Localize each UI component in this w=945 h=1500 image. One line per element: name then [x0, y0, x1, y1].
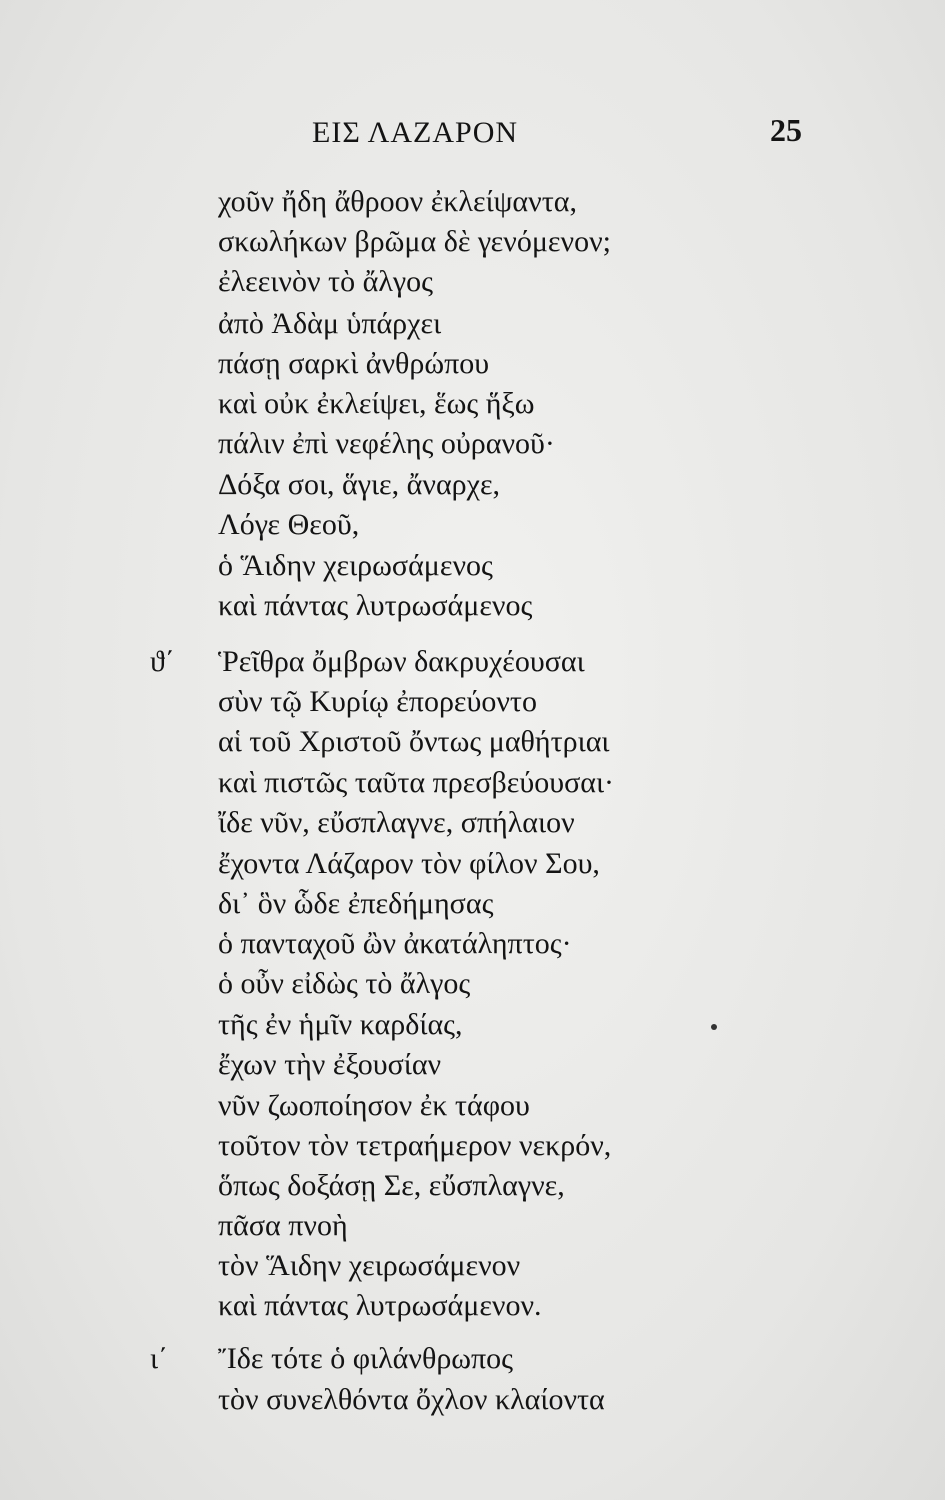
verse-line: τὸν Ἅιδην χειρωσάμενον — [218, 1249, 521, 1282]
verse-line: τοῦτον τὸν τετραήμερον νεκρόν, — [218, 1129, 612, 1162]
verse-line: Δόξα σοι, ἅγιε, ἄναρχε, — [218, 468, 501, 501]
stanza-number-9: ϑ΄ — [150, 645, 175, 678]
verse-line: ὁ πανταχοῦ ὢν ἀκατάληπτος· — [218, 927, 572, 960]
verse-line: τῆς ἐν ἡμῖν καρδίας, — [218, 1008, 463, 1041]
verse-line: ὁ Ἅιδην χειρωσάμενος — [218, 549, 493, 582]
verse-line: ἔχοντα Λάζαρον τὸν φίλον Σου, — [218, 847, 600, 880]
verse-line: καὶ πιστῶς ταῦτα πρεσβεύουσαι· — [218, 766, 615, 799]
verse-line: Ῥεῖθρα ὄμβρων δακρυχέουσαι — [218, 645, 585, 678]
verse-line: Λόγε Θεοῦ, — [218, 508, 360, 541]
page-number: 25 — [770, 112, 802, 148]
verse-line: σκωλήκων βρῶμα δὲ γενόμενον; — [218, 225, 611, 258]
verse-line: δι᾿ ὃν ὧδε ἐπεδήμησας — [218, 887, 494, 920]
running-title: ΕΙΣ ΛΑΖΑΡΟΝ — [312, 116, 519, 149]
verse-line: ἐλεεινὸν τὸ ἄλγος — [218, 265, 433, 298]
verse-line: νῦν ζωοποίησον ἐκ τάφου — [218, 1089, 530, 1122]
ink-speck — [711, 1024, 717, 1030]
verse-line: ἔχων τὴν ἐξουσίαν — [218, 1048, 442, 1081]
verse-line: τὸν συνελθόντα ὄχλον κλαίοντα — [218, 1383, 605, 1416]
stanza-number-10: ι΄ — [150, 1342, 169, 1375]
verse-line: ἴδε νῦν, εὔσπλαγνε, σπήλαιον — [218, 806, 575, 839]
verse-line: καὶ οὐκ ἐκλείψει, ἕως ἥξω — [218, 387, 535, 420]
verse-line: καὶ πάντας λυτρωσάμενον. — [218, 1289, 542, 1322]
verse-line: ἀπὸ Ἀδὰμ ὑπάρχει — [218, 307, 442, 340]
verse-line: αἱ τοῦ Χριστοῦ ὄντως μαθήτριαι — [218, 725, 610, 758]
verse-line: ὁ οὖν εἰδὼς τὸ ἄλγος — [218, 967, 471, 1000]
verse-line: Ἴδε τότε ὁ φιλάνθρωπος — [218, 1342, 514, 1375]
verse-line: χοῦν ἤδη ἄθροον ἐκλείψαντα, — [218, 185, 577, 218]
verse-line: πάσῃ σαρκὶ ἀνθρώπου — [218, 347, 490, 380]
verse-line: πᾶσα πνοὴ — [218, 1209, 348, 1242]
verse-line: πάλιν ἐπὶ νεφέλης οὐρανοῦ· — [218, 427, 555, 460]
verse-line: καὶ πάντας λυτρωσάμενος — [218, 589, 533, 622]
verse-line: ὅπως δοξάσῃ Σε, εὔσπλαγνε, — [218, 1169, 565, 1202]
verse-line: σὺν τῷ Κυρίῳ ἐπορεύοντο — [218, 685, 537, 718]
